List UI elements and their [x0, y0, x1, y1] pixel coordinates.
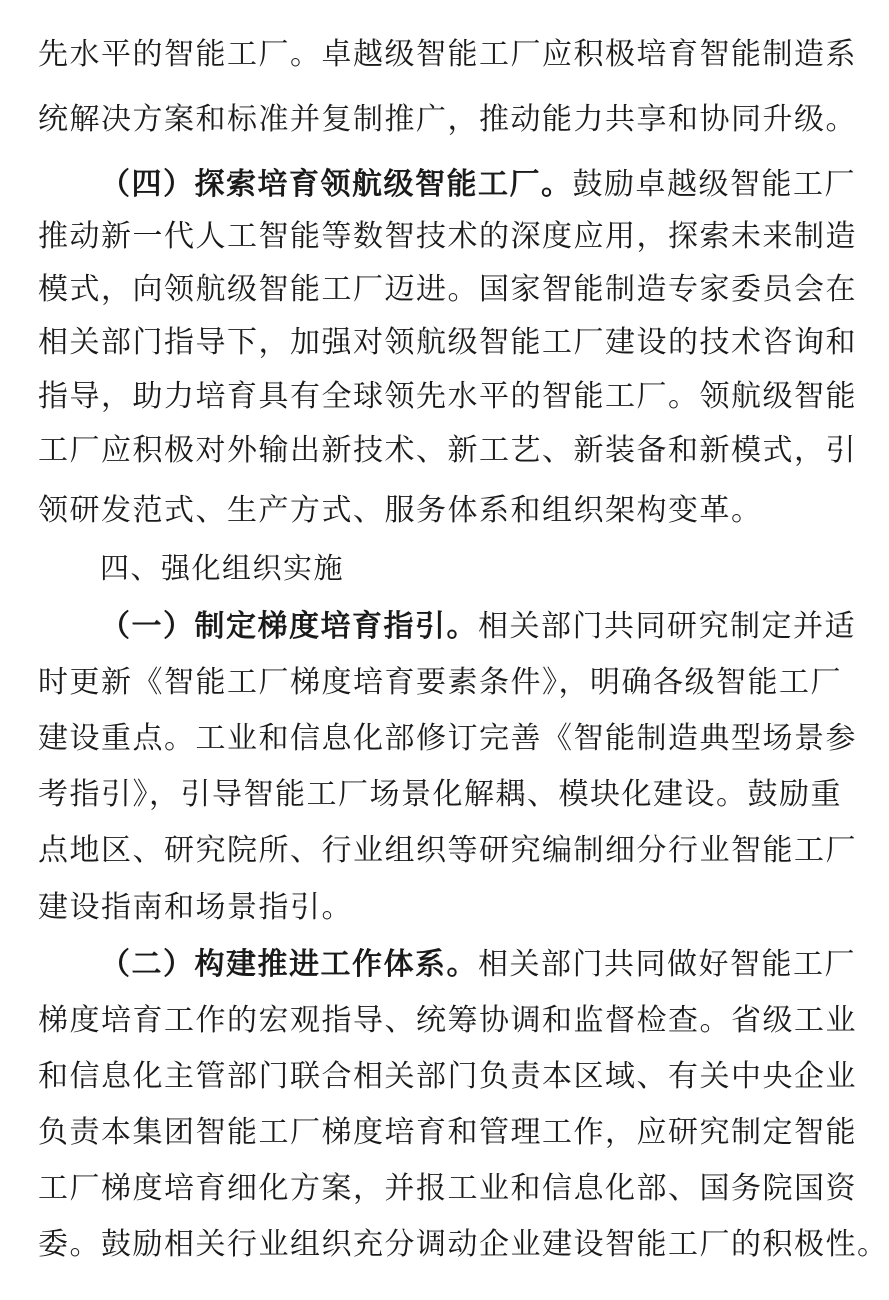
text-line: 模式，向领航级智能工厂迈进。国家智能制造专家委员会在 — [38, 272, 857, 307]
section-heading: 四、强化组织实施 — [100, 551, 345, 585]
text-line: 建设指南和场景指引。 — [38, 890, 353, 925]
text-line: 委。鼓励相关行业组织充分调动企业建设智能工厂的积极性。 — [38, 1227, 889, 1262]
paragraph-text: 相关部门共同做好智能工厂 — [478, 947, 856, 982]
text-line: 梯度培育工作的宏观指导、统筹协调和监督检查。省级工业 — [38, 1003, 857, 1038]
text-line: 先水平的智能工厂。卓越级智能工厂应积极培育智能制造系 — [38, 37, 857, 72]
text-line: 工厂梯度培育细化方案，并报工业和信息化部、国务院国资 — [38, 1171, 857, 1206]
paragraph-bold-heading: （四）探索培育领航级智能工厂。 — [100, 167, 573, 202]
text-line: 建设重点。工业和信息化部修订完善《智能制造典型场景参 — [38, 721, 857, 756]
paragraph-first-line — [100, 167, 856, 202]
paragraph-text: 鼓励卓越级智能工厂 — [572, 167, 856, 202]
paragraph-bold-heading: （一）制定梯度培育指引。 — [100, 609, 478, 644]
text-line: 指导，助力培育具有全球领先水平的智能工厂。领航级智能 — [38, 379, 857, 414]
paragraph-bold-heading: （二）构建推进工作体系。 — [100, 947, 478, 982]
text-line: 工厂应积极对外输出新技术、新工艺、新装备和新模式，引 — [38, 433, 857, 468]
paragraph-first-line — [100, 609, 856, 644]
text-line: 推动新一代人工智能等数智技术的深度应用，探索未来制造 — [38, 219, 857, 254]
text-line: 时更新《智能工厂梯度培育要素条件》，明确各级智能工厂 — [38, 665, 842, 700]
paragraph-text: 相关部门共同研究制定并适 — [478, 609, 856, 644]
text-line: 相关部门指导下，加强对领航级智能工厂建设的技术咨询和 — [38, 325, 857, 360]
text-line: 点地区、研究院所、行业组织等研究编制细分行业智能工厂 — [38, 833, 857, 868]
text-line: 考指引》，引导智能工厂场景化解耦、模块化建设。鼓励重 — [38, 777, 842, 812]
text-line: 统解决方案和标准并复制推广，推动能力共享和协同升级。 — [38, 102, 857, 137]
paragraph-first-line — [100, 947, 856, 982]
text-line: 和信息化主管部门联合相关部门负责本区域、有关中央企业 — [38, 1059, 857, 1094]
text-line: 领研发范式、生产方式、服务体系和组织架构变革。 — [38, 493, 763, 528]
text-line: 负责本集团智能工厂梯度培育和管理工作，应研究制定智能 — [38, 1115, 857, 1150]
